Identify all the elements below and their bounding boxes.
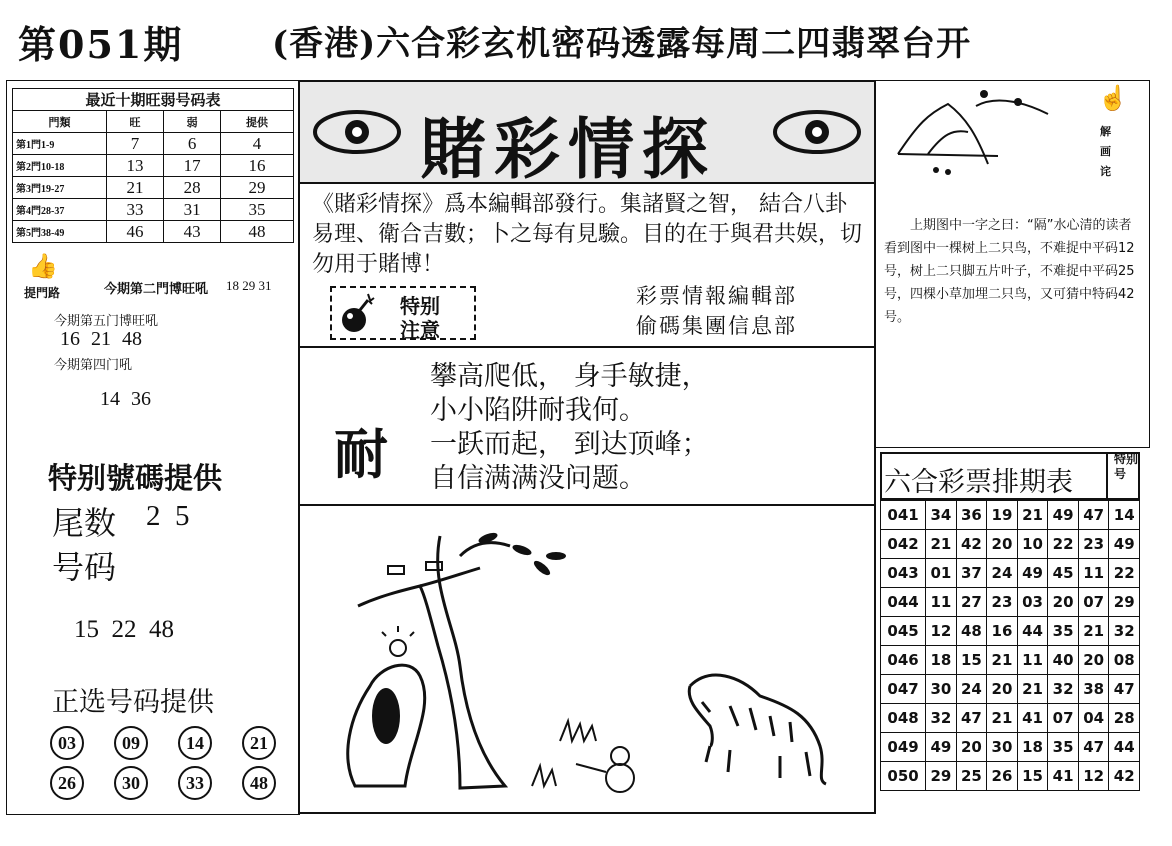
bomb-icon <box>338 292 378 334</box>
tail-label: 尾数 <box>52 504 117 542</box>
hint-label: 解画诧 <box>1100 125 1111 178</box>
number-cell: 28 <box>1109 704 1140 733</box>
table-row <box>881 530 1140 559</box>
pick-number: 30 <box>114 766 148 800</box>
number-cell: 38 <box>1078 675 1109 704</box>
number-cell: 23 <box>1078 530 1109 559</box>
table-header: 門類 <box>13 111 107 133</box>
table-cell: 48 <box>221 221 294 243</box>
issue-cell: 047 <box>881 675 926 704</box>
table-cell: 第1門1-9 <box>13 133 107 155</box>
number-cell: 42 <box>1109 762 1140 791</box>
schedule-special-label: 特别号 <box>1106 452 1144 498</box>
tip-line-2-label: 今期第五门博旺吼 <box>54 314 159 329</box>
number-cell: 25 <box>956 762 987 791</box>
number-cell: 08 <box>1109 646 1140 675</box>
number-cell: 14 <box>1109 501 1140 530</box>
notice-line-1: 特别 <box>400 294 440 318</box>
eye-icon <box>772 108 862 156</box>
intro-text: 《賭彩情探》爲本編輯部發行。集諸賢之智， 結合八卦易理、衛合吉數；卜之每有見驗。目的在于與君共娱，切勿用于賭博！ <box>312 192 863 277</box>
riddle-text: 上期图中一字之曰：“隔”水心清的读者看到图中一棵树上二只鸟，不难捉中平码12号，树上二只脚五片叶子，不难捉中平码25号，四棵小草加埋二只鸟，又可猜中特码42号。 <box>884 218 1135 325</box>
number-cell: 24 <box>987 559 1018 588</box>
number-cell: 11 <box>1078 559 1109 588</box>
pick-number: 48 <box>242 766 276 800</box>
table-cell: 6 <box>164 133 221 155</box>
number-cell: 35 <box>1048 617 1079 646</box>
recent-table-caption: 最近十期旺弱号码表 <box>13 89 294 111</box>
number-cell: 40 <box>1048 646 1079 675</box>
table-row <box>13 199 294 221</box>
dept-2: 偷碼集團信息部 <box>636 314 797 338</box>
table-cell: 第5門38-49 <box>13 221 107 243</box>
poem <box>430 360 709 496</box>
number-cell: 18 <box>926 646 957 675</box>
table-row <box>881 675 1140 704</box>
number-cell: 18 <box>1017 733 1048 762</box>
issue-cell: 050 <box>881 762 926 791</box>
table-cell: 7 <box>107 133 164 155</box>
schedule-table <box>880 500 1140 791</box>
number-cell: 45 <box>1048 559 1079 588</box>
number-cell: 10 <box>1017 530 1048 559</box>
table-header: 弱 <box>164 111 221 133</box>
table-row <box>881 704 1140 733</box>
number-cell: 21 <box>1017 675 1048 704</box>
number-cell: 20 <box>1048 588 1079 617</box>
number-cell: 20 <box>987 530 1018 559</box>
table-row <box>881 762 1140 791</box>
zhengxuan-numbers <box>50 726 290 800</box>
poem-line: 一跃而起， 到达顶峰； <box>430 429 709 460</box>
pick-number: 14 <box>178 726 212 760</box>
table-cell: 28 <box>164 177 221 199</box>
pick-number: 26 <box>50 766 84 800</box>
number-cell: 48 <box>956 617 987 646</box>
table-header: 旺 <box>107 111 164 133</box>
number-cell: 20 <box>1078 646 1109 675</box>
issue-cell: 043 <box>881 559 926 588</box>
issue-cell: 044 <box>881 588 926 617</box>
table-cell: 第3門19-27 <box>13 177 107 199</box>
number-cell: 23 <box>987 588 1018 617</box>
number-cell: 32 <box>1109 617 1140 646</box>
poem-line: 攀高爬低， 身手敏捷， <box>430 361 709 392</box>
number-cell: 07 <box>1078 588 1109 617</box>
table-row <box>13 155 294 177</box>
number-cell: 41 <box>1017 704 1048 733</box>
tips-label: 提門路 <box>24 286 61 300</box>
thumbs-up-icon: 👍 <box>28 252 58 280</box>
number-cell: 24 <box>956 675 987 704</box>
table-row <box>13 221 294 243</box>
issue-cell: 046 <box>881 646 926 675</box>
issue-cell: 045 <box>881 617 926 646</box>
number-cell: 42 <box>956 530 987 559</box>
poem-key-character: 耐 <box>334 422 388 486</box>
table-header: 提供 <box>221 111 294 133</box>
issue-number: 第051期 <box>18 22 184 67</box>
table-cell: 21 <box>107 177 164 199</box>
zhengxuan-title: 正选号码提供 <box>52 687 214 718</box>
table-cell: 第4門28-37 <box>13 199 107 221</box>
number-cell: 21 <box>1017 501 1048 530</box>
pick-number: 33 <box>178 766 212 800</box>
table-row <box>881 559 1140 588</box>
number-cell: 19 <box>987 501 1018 530</box>
number-cell: 35 <box>1048 733 1079 762</box>
tip-line-3-label: 今期第四门吼 <box>54 358 133 373</box>
issue-cell: 041 <box>881 501 926 530</box>
number-cell: 44 <box>1109 733 1140 762</box>
number-cell: 20 <box>987 675 1018 704</box>
poem-line: 自信满满没问题。 <box>430 463 646 494</box>
number-cell: 21 <box>987 704 1018 733</box>
table-cell: 第2門10-18 <box>13 155 107 177</box>
number-cell: 37 <box>956 559 987 588</box>
notice-line-2: 注意 <box>400 318 440 342</box>
table-cell: 31 <box>164 199 221 221</box>
table-cell: 43 <box>164 221 221 243</box>
table-cell: 4 <box>221 133 294 155</box>
table-cell: 33 <box>107 199 164 221</box>
number-cell: 29 <box>926 762 957 791</box>
number-label: 号码 <box>52 548 117 586</box>
table-row <box>13 133 294 155</box>
eye-icon <box>312 108 402 156</box>
table-row <box>881 617 1140 646</box>
number-cell: 21 <box>987 646 1018 675</box>
number-cell: 49 <box>1017 559 1048 588</box>
number-cell: 12 <box>926 617 957 646</box>
number-values: 15 22 48 <box>74 616 174 643</box>
recent-draws-table <box>12 88 294 243</box>
number-cell: 22 <box>1109 559 1140 588</box>
number-cell: 15 <box>956 646 987 675</box>
number-cell: 07 <box>1048 704 1079 733</box>
number-cell: 29 <box>1109 588 1140 617</box>
page-title: (香港)六合彩玄机密码透露每周二四翡翠台开 <box>272 24 972 64</box>
issue-cell: 042 <box>881 530 926 559</box>
logo-title: 賭彩情探 <box>420 110 716 188</box>
tip-line-1-numbers: 18 29 31 <box>226 278 272 293</box>
pick-number: 09 <box>114 726 148 760</box>
table-row <box>881 588 1140 617</box>
table-cell: 17 <box>164 155 221 177</box>
issue-cell: 048 <box>881 704 926 733</box>
number-cell: 20 <box>956 733 987 762</box>
hint-illustration <box>888 84 1064 180</box>
number-cell: 30 <box>926 675 957 704</box>
table-row <box>881 646 1140 675</box>
table-row <box>881 501 1140 530</box>
number-cell: 15 <box>1017 762 1048 791</box>
number-cell: 26 <box>987 762 1018 791</box>
special-title: 特别號碼提供 <box>48 461 223 495</box>
dept-1: 彩票情報編輯部 <box>636 284 797 308</box>
pointing-hand-icon: ☝ <box>1098 84 1128 112</box>
number-cell: 49 <box>1048 501 1079 530</box>
number-cell: 34 <box>926 501 957 530</box>
number-cell: 11 <box>926 588 957 617</box>
number-cell: 49 <box>926 733 957 762</box>
number-cell: 27 <box>956 588 987 617</box>
number-cell: 49 <box>1109 530 1140 559</box>
number-cell: 44 <box>1017 617 1048 646</box>
table-cell: 46 <box>107 221 164 243</box>
table-cell: 35 <box>221 199 294 221</box>
number-cell: 47 <box>1109 675 1140 704</box>
tail-values: 2 5 <box>146 500 190 532</box>
number-cell: 22 <box>1048 530 1079 559</box>
number-cell: 36 <box>956 501 987 530</box>
number-cell: 30 <box>987 733 1018 762</box>
pick-number: 21 <box>242 726 276 760</box>
number-cell: 41 <box>1048 762 1079 791</box>
number-cell: 11 <box>1017 646 1048 675</box>
number-cell: 32 <box>1048 675 1079 704</box>
table-cell: 13 <box>107 155 164 177</box>
number-cell: 21 <box>926 530 957 559</box>
number-cell: 03 <box>1017 588 1048 617</box>
tip-line-1-label: 今期第二門博旺吼 <box>104 282 209 297</box>
number-cell: 47 <box>1078 501 1109 530</box>
riddle-illustration <box>310 516 866 806</box>
pick-number: 03 <box>50 726 84 760</box>
schedule-title: 六合彩票排期表 <box>884 467 1073 498</box>
number-cell: 47 <box>1078 733 1109 762</box>
table-row <box>13 177 294 199</box>
number-cell: 12 <box>1078 762 1109 791</box>
poem-line: 小小陷阱耐我何。 <box>430 395 646 426</box>
tip-line-2-numbers: 16 21 48 <box>60 328 142 350</box>
number-cell: 32 <box>926 704 957 733</box>
tip-line-3-numbers: 14 36 <box>100 388 151 410</box>
table-row <box>881 733 1140 762</box>
number-cell: 16 <box>987 617 1018 646</box>
table-cell: 16 <box>221 155 294 177</box>
issue-cell: 049 <box>881 733 926 762</box>
number-cell: 04 <box>1078 704 1109 733</box>
number-cell: 47 <box>956 704 987 733</box>
number-cell: 21 <box>1078 617 1109 646</box>
number-cell: 01 <box>926 559 957 588</box>
table-cell: 29 <box>221 177 294 199</box>
